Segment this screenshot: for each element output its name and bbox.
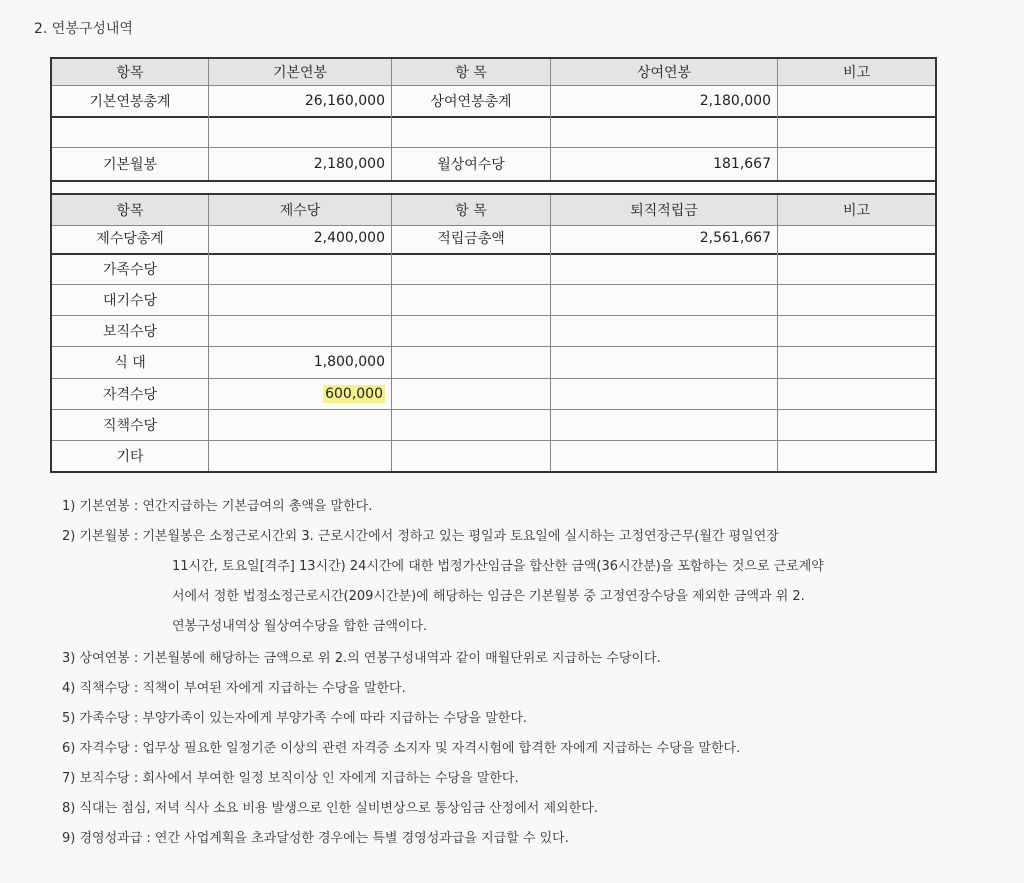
row-label: 보직수당: [52, 315, 209, 346]
bonus-salary-total: 2,180,000: [551, 85, 778, 116]
note-2-line-3: 서에서 정한 법정소정근로시간(209시간분)에 해당하는 임금은 기본월봉 중 고정연장수당을 제외한 금액과 위 2.: [172, 589, 805, 604]
remarks-cell: [778, 378, 935, 409]
remarks-cell: [778, 284, 935, 315]
row-label-2: [392, 378, 551, 409]
row-label-2: [392, 116, 551, 147]
note-2: 2) 기본월봉 : 기본월봉은 소정근로시간외 3. 근로시간에서 정하고 있는 평일과 토요일에 실시하는 고정연장근무(월간 평일연장: [62, 529, 779, 544]
row-label-2: [392, 409, 551, 440]
header-base-salary: 기본연봉: [209, 59, 392, 85]
row-label: 기타: [52, 440, 209, 471]
value-cell: [209, 284, 392, 315]
note-2-line-4: 연봉구성내역상 월상여수당을 합한 금액이다.: [172, 619, 428, 634]
note-8: 8) 식대는 점심, 저녁 식사 소요 비용 발생으로 인한 실비변상으로 통상임금 산정에서 제외한다.: [62, 801, 598, 816]
header-item-2: 항 목: [392, 195, 551, 225]
table-row: [52, 440, 935, 471]
meal-allowance: 1,800,000: [209, 346, 392, 378]
header-item-2: 항 목: [392, 59, 551, 85]
row-label: 자격수당: [52, 378, 209, 409]
row-label-2: [392, 440, 551, 471]
table-row: [52, 378, 935, 410]
value-cell-2: [551, 284, 778, 315]
row-label-2: [392, 284, 551, 315]
salary-header-row: [52, 59, 935, 86]
header-remarks: 비고: [842, 65, 871, 81]
row-label: [52, 116, 209, 147]
table-row: [52, 253, 935, 285]
base-salary-total: 26,160,000: [209, 85, 392, 116]
row-label: 대기수당: [52, 284, 209, 315]
row-label: 기본연봉총계: [52, 85, 209, 116]
header-item: 항목: [52, 195, 209, 225]
value-cell-2: [551, 409, 778, 440]
note-5: 5) 가족수당 : 부양가족이 있는자에게 부양가족 수에 따라 지급하는 수당을 말한다.: [62, 711, 528, 726]
row-label-2: 상여연봉총계: [392, 85, 551, 116]
table-row: [52, 147, 935, 182]
note-4: 4) 직책수당 : 직책이 부여된 자에게 지급하는 수당을 말한다.: [62, 681, 406, 696]
value-cell-2: [551, 440, 778, 471]
value-cell-2: [551, 378, 778, 409]
row-label-2: [392, 253, 551, 284]
row-label-2: [392, 346, 551, 378]
table-row: [52, 346, 935, 379]
row-label: 직책수당: [52, 409, 209, 440]
note-9: 9) 경영성과급 : 연간 사업계획을 초과달성한 경우에는 특별 경영성과급을 지급할 수 있다.: [62, 831, 569, 846]
remarks-cell: [778, 315, 935, 346]
remarks-cell: [778, 409, 935, 440]
base-monthly-salary: 2,180,000: [209, 147, 392, 180]
value-cell: [209, 440, 392, 471]
remarks-cell: [778, 147, 935, 180]
allowance-total: 2,400,000: [209, 223, 392, 253]
header-bonus-salary: 상여연봉: [551, 59, 778, 85]
row-label: 제수당총계: [52, 223, 209, 253]
remarks-cell: [778, 116, 935, 147]
value-cell-2: [551, 315, 778, 346]
row-label: 기본월봉: [52, 147, 209, 180]
remarks-cell: [778, 85, 935, 116]
monthly-bonus: 181,667: [551, 147, 778, 180]
salary-composition-table: [50, 57, 937, 473]
row-label-2: 월상여수당: [392, 147, 551, 180]
header-allowances: 제수당: [209, 195, 392, 225]
table-row: [52, 223, 935, 255]
highlighted-value: 600,000: [325, 385, 383, 402]
table-row: [52, 85, 935, 118]
note-2-line-2: 11시간, 토요일[격주] 13시간) 24시간에 대한 법정가산임금을 합산한 금액(36시간분)을 포함하는 것으로 근로계약: [172, 559, 824, 574]
value-cell: [209, 116, 392, 147]
note-6: 6) 자격수당 : 업무상 필요한 일정기준 이상의 관련 자격증 소지자 및 자격시험에 합격한 자에게 지급하는 수당을 말한다.: [62, 741, 741, 756]
remarks-cell: [778, 346, 935, 378]
value-cell-2: [551, 346, 778, 378]
section-title: 2. 연봉구성내역: [34, 21, 133, 37]
row-label: 가족수당: [52, 253, 209, 284]
table-row: [52, 116, 935, 148]
row-label-2: 적립금총액: [392, 223, 551, 253]
qualification-allowance: [209, 378, 392, 409]
header-item: 항목: [52, 59, 209, 85]
note-3: 3) 상여연봉 : 기본월봉에 해당하는 금액으로 위 2.의 연봉구성내역과 같이 매월단위로 지급하는 수당이다.: [62, 651, 661, 666]
table-row: [52, 409, 935, 441]
remarks-cell: [778, 440, 935, 471]
remarks-cell: [778, 253, 935, 284]
value-cell: [209, 409, 392, 440]
header-retirement-fund: 퇴직적립금: [551, 195, 778, 225]
remarks-cell: [778, 223, 935, 253]
retirement-total: 2,561,667: [551, 223, 778, 253]
row-label-2: [392, 315, 551, 346]
table-row: [52, 315, 935, 347]
row-label: 식 대: [52, 346, 209, 378]
table-row: [52, 284, 935, 316]
allowance-header-row: [52, 193, 935, 226]
value-cell-2: [551, 116, 778, 147]
value-cell: [209, 253, 392, 284]
note-7: 7) 보직수당 : 회사에서 부여한 일정 보직이상 인 자에게 지급하는 수당을 말한다.: [62, 771, 519, 786]
value-cell: [209, 315, 392, 346]
note-1: 1) 기본연봉 : 연간지급하는 기본급여의 총액을 말한다.: [62, 499, 373, 514]
value-cell-2: [551, 253, 778, 284]
header-remarks: 비고: [842, 203, 871, 219]
